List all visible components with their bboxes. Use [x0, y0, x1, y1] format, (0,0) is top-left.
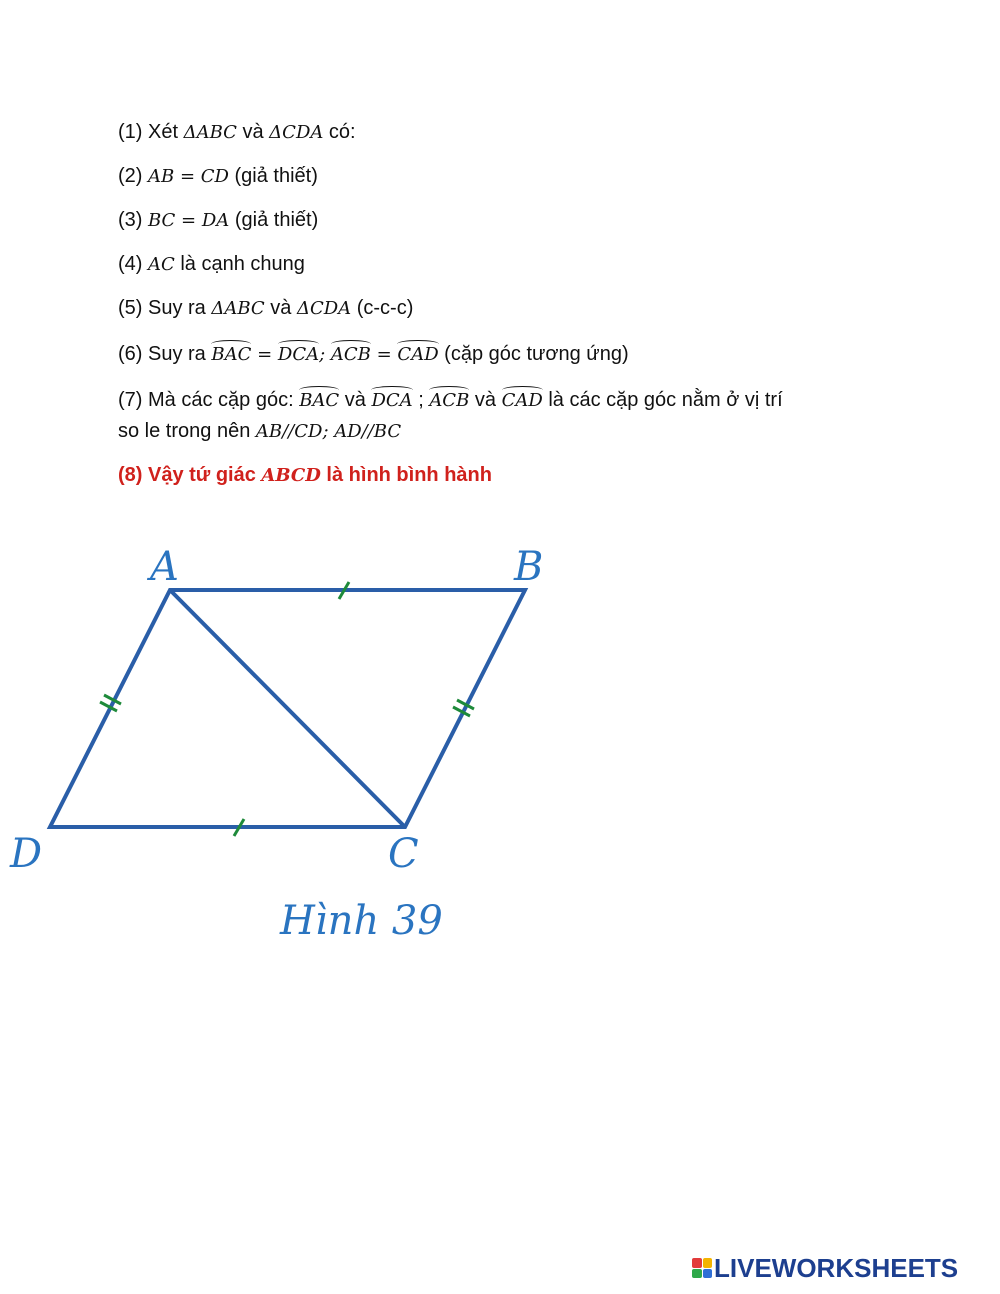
text: (giả thiết) — [228, 165, 318, 187]
logo-text: LIVEWORKSHEETS — [714, 1252, 959, 1283]
text: (8) Vậy tứ giác — [118, 464, 262, 486]
text: (cặp góc tương ứng) — [438, 343, 629, 365]
text: là hình bình hành — [320, 464, 492, 486]
text: và — [469, 389, 502, 411]
conclusion — [118, 463, 492, 488]
separator: ; — [319, 344, 331, 365]
text: (5) Suy ra — [118, 297, 212, 319]
statement-7-continued — [118, 419, 401, 444]
text: (giả thiết) — [229, 209, 319, 231]
equals: = — [251, 344, 278, 365]
math-parallel-ab-cd: AB//CD — [255, 421, 323, 442]
text: có: — [323, 121, 356, 143]
statement-1 — [118, 120, 356, 145]
statement-5 — [118, 296, 413, 321]
math-triangle-cda: ΔCDA — [269, 122, 324, 143]
separator: ; — [322, 421, 335, 442]
text: (6) Suy ra — [118, 343, 212, 365]
statement-6 — [118, 342, 629, 367]
angle-dca: DCA — [277, 344, 320, 365]
angle-acb: ACB — [429, 390, 470, 411]
text: (7) Mà các cặp góc: — [118, 389, 300, 411]
math-triangle-cda: ΔCDA — [296, 298, 352, 319]
angle-bac: BAC — [211, 344, 252, 365]
text: ; — [412, 389, 430, 411]
math-triangle-abc: ΔABC — [183, 122, 237, 143]
text: và — [339, 389, 372, 411]
statement-2 — [118, 164, 318, 189]
math-triangle-abc: ΔABC — [211, 298, 265, 319]
diagonal-ac — [170, 590, 405, 827]
vertex-label-c: C — [388, 831, 419, 877]
math-equation: BC = DA — [148, 210, 230, 231]
statement-4 — [118, 252, 305, 277]
text: (1) Xét — [118, 121, 184, 143]
text: (3) — [118, 209, 148, 231]
math-segment: AC — [148, 254, 175, 275]
math-quadrilateral: ABCD — [261, 465, 321, 486]
math-equation: AB = CD — [148, 166, 229, 187]
statement-7 — [118, 388, 783, 413]
angle-cad: CAD — [397, 344, 439, 365]
angle-dca: DCA — [371, 390, 413, 411]
angle-cad: CAD — [501, 390, 543, 411]
angle-acb: ACB — [330, 344, 371, 365]
figure-caption: Hình 39 — [280, 898, 443, 944]
vertex-label-a: A — [150, 544, 179, 590]
logo-mark-icon — [692, 1258, 712, 1278]
angle-bac: BAC — [299, 390, 340, 411]
vertex-label-d: D — [10, 831, 43, 877]
math-parallel-ad-bc: AD//BC — [334, 421, 402, 442]
text: (c-c-c) — [351, 297, 414, 319]
statement-3 — [118, 208, 318, 233]
text: so le trong nên — [118, 420, 256, 442]
liveworksheets-logo — [692, 1253, 958, 1283]
text: là các cặp góc nằm ở vị trí — [542, 389, 783, 411]
text: và — [264, 297, 297, 319]
text: là cạnh chung — [174, 253, 305, 275]
text: (4) — [118, 253, 148, 275]
equals: = — [370, 344, 398, 365]
parallelogram-figure — [10, 530, 560, 950]
text: (2) — [118, 165, 148, 187]
vertex-label-b: B — [514, 544, 544, 590]
text: và — [236, 121, 270, 143]
